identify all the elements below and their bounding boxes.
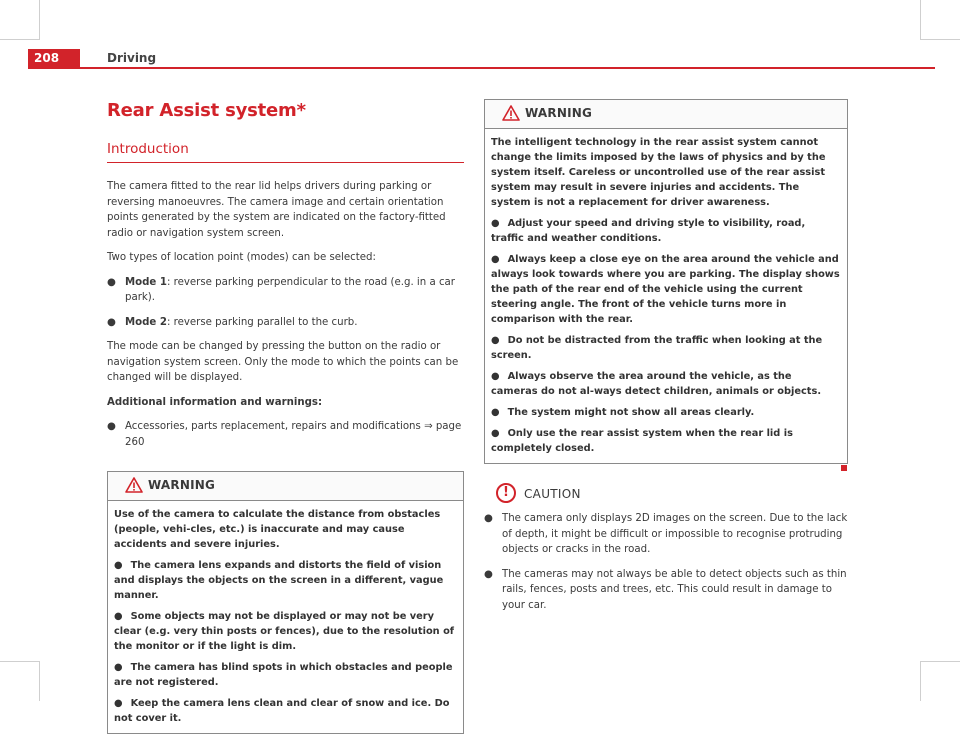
- mode-label: Mode 2: [125, 316, 167, 328]
- bullet-icon: ●: [107, 421, 116, 432]
- list-item-mode-1: [107, 275, 464, 306]
- warning-triangle-icon: [502, 105, 520, 121]
- caution-item: ● The camera only displays 2D images on the screen. Due to the lack of depth, it might be difficult or impossible to recognise protruding objects or cracks in the road.: [484, 513, 848, 555]
- warning-title: WARNING: [525, 106, 593, 120]
- warning-item: ● Only use the rear assist system when the rear lid is completely closed.: [491, 428, 793, 454]
- warning-item: ● Adjust your speed and driving style to visibility, road, traffic and weather conditions.: [491, 218, 806, 244]
- section-title: Driving: [107, 51, 157, 65]
- warning-triangle-icon: [125, 477, 143, 493]
- mode-change-paragraph: The mode can be changed by pressing the button on the radio or navigation system screen. Only the mode to which the points can be changed will be displayed.: [107, 341, 459, 383]
- page-title: Rear Assist system*: [107, 100, 306, 121]
- intro-paragraph: The camera fitted to the rear lid helps drivers during parking or reversing manoeuvres. The camera image and certain orientation points generated by the system are indicated on the factory-fitted radio or navigation system screen.: [107, 181, 446, 239]
- crop-mark: [920, 661, 960, 662]
- crop-mark: [920, 661, 921, 701]
- warning-lead: Use of the camera to calculate the distance from obstacles (people, vehi-cles, etc.) is inaccurate and may cause accidents and severe injuries.: [114, 509, 441, 550]
- modes-intro: Two types of location point (modes) can be selected:: [107, 252, 376, 263]
- section-heading: Introduction: [107, 141, 464, 163]
- caution-exclamation-icon: !: [496, 483, 516, 503]
- warning-item: ● Keep the camera lens clean and clear of snow and ice. Do not cover it.: [114, 698, 450, 724]
- warning-body: [108, 501, 463, 733]
- cross-reference-link[interactable]: Accessories, parts replacement, repairs and modifications ⇒ page 260: [125, 421, 462, 448]
- bullet-icon: ●: [107, 276, 116, 288]
- bullet-icon: ●: [491, 335, 500, 346]
- mode-text: : reverse parking parallel to the curb.: [166, 316, 358, 328]
- bullet-icon: ●: [491, 371, 500, 382]
- bullet-icon: ●: [484, 568, 493, 580]
- warning-item: ● The camera lens expands and distorts the field of vision and displays the objects on the screen in a different, vague manner.: [114, 560, 444, 601]
- bullet-icon: ●: [114, 611, 123, 622]
- crop-mark: [0, 39, 40, 40]
- bullet-icon: ●: [114, 560, 123, 571]
- warning-box: [484, 99, 848, 464]
- bullet-icon: ●: [114, 662, 123, 673]
- bullet-icon: ●: [107, 316, 116, 328]
- left-column: [107, 100, 464, 734]
- warning-body: [485, 129, 847, 463]
- caution-header: [484, 485, 848, 507]
- list-item-mode-2: [107, 315, 464, 331]
- caution-block: [484, 485, 848, 613]
- warning-lead: The intelligent technology in the rear assist system cannot change the limits imposed by the laws of physics and by the system itself. Careless or uncontrolled use of the rear assist system may result in severe injuries and accidents. The system is not a replacement for driver awareness.: [491, 137, 826, 208]
- header-rule: [80, 67, 935, 69]
- page-number: 208: [34, 51, 60, 65]
- mode-label: Mode 1: [125, 276, 167, 288]
- warning-box: [107, 471, 464, 734]
- bullet-icon: ●: [484, 513, 493, 524]
- warning-header: [485, 100, 847, 129]
- bullet-icon: ●: [491, 428, 500, 439]
- end-of-section-marker: [841, 465, 847, 471]
- list-item-additional: [107, 419, 464, 450]
- crop-mark: [39, 0, 40, 40]
- warning-item: ● Some objects may not be displayed or may not be very clear (e.g. very thin posts or fences), due to the resolution of the monitor or if the light is dim.: [114, 611, 455, 652]
- warning-item: ● The camera has blind spots in which obstacles and people are not registered.: [114, 662, 453, 688]
- warning-header: [108, 472, 463, 501]
- warning-item: ● Do not be distracted from the traffic when looking at the screen.: [491, 335, 823, 361]
- right-column: [484, 99, 848, 613]
- warning-item: ● Always observe the area around the vehicle, as the cameras do not al-ways detect children, animals or objects.: [491, 371, 822, 397]
- bullet-icon: ●: [114, 698, 123, 709]
- crop-mark: [920, 0, 921, 40]
- bullet-icon: ●: [491, 407, 500, 418]
- warning-item: ● Always keep a close eye on the area around the vehicle and always look towards where you are parking. The display shows the path of the rear end of the vehicle using the current steering angle. The front of the vehicle turns more in comparison with the rear.: [491, 254, 840, 325]
- crop-mark: [39, 661, 40, 701]
- warning-item: ● The system might not show all areas clearly.: [491, 407, 755, 418]
- caution-title: CAUTION: [524, 487, 581, 501]
- bullet-icon: ●: [491, 218, 500, 229]
- bullet-icon: ●: [491, 254, 500, 265]
- additional-heading: Additional information and warnings:: [107, 396, 323, 408]
- warning-title: WARNING: [148, 478, 216, 492]
- crop-mark: [920, 39, 960, 40]
- caution-item: ● The cameras may not always be able to detect objects such as thin rails, fences, posts and trees, etc. This could result in damage to your car.: [484, 568, 847, 611]
- mode-text: : reverse parking perpendicular to the road (e.g. in a car park).: [125, 276, 455, 303]
- crop-mark: [0, 661, 40, 662]
